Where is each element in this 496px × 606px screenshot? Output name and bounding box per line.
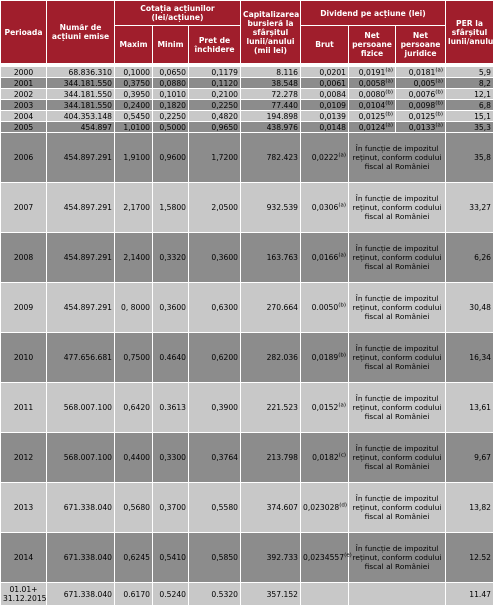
cell-close: 0,3900	[189, 383, 241, 433]
footnote-mark: (a)	[338, 252, 346, 259]
cell-gross	[301, 283, 349, 333]
footnote-mark: (a)	[435, 66, 443, 73]
cell-per: 6,26	[446, 233, 494, 283]
footnote-mark: (a)	[435, 77, 443, 84]
table-row	[1, 283, 494, 333]
header-net-pj: Net persoane juridice	[396, 26, 446, 64]
cell-gross	[301, 583, 349, 606]
cell-tax-note: În funcție de impozitul reținut, conform codului fiscal al României	[349, 133, 446, 183]
cell-period: 2003	[1, 100, 47, 111]
table-row	[1, 133, 494, 183]
cell-shares: 568.007.100	[47, 433, 115, 483]
cell-cap: 221.523	[241, 383, 301, 433]
net-pj-value: 0,0076	[408, 89, 436, 99]
cell-cap: 72.278	[241, 89, 301, 100]
cell-shares: 671.338.040	[47, 533, 115, 583]
footnote-mark: (a)	[338, 202, 346, 209]
cell-per: 11.47	[446, 583, 494, 606]
cell-close: 0,3764	[189, 433, 241, 483]
cell-shares: 404.353.148	[47, 111, 115, 122]
cell-close: 0.5320	[189, 583, 241, 606]
cell-tax-note: În funcție de impozitul reținut, conform codului fiscal al României	[349, 233, 446, 283]
cell-per: 33,27	[446, 183, 494, 233]
cell-max: 0,1000	[115, 67, 153, 78]
cell-period: 2007	[1, 183, 47, 233]
net-pf-value: 0,0058	[358, 78, 386, 88]
footnote-mark: (b)	[435, 110, 443, 117]
cell-cap: 932.539	[241, 183, 301, 233]
cell-net-pj	[396, 100, 446, 111]
net-pj-value: 0,0133	[408, 122, 436, 132]
table-row	[1, 383, 494, 433]
table-row	[1, 333, 494, 383]
net-pj-value: 0,0098	[408, 100, 436, 110]
cell-per: 12.52	[446, 533, 494, 583]
cell-gross	[301, 383, 349, 433]
cell-per: 35,3	[446, 122, 494, 133]
cell-min: 0,0880	[153, 78, 189, 89]
cell-shares: 344.181.550	[47, 100, 115, 111]
cell-min: 0,1010	[153, 89, 189, 100]
cell-period: 01.01+ 31.12.2015	[1, 583, 47, 606]
cell-max: 0,6245	[115, 533, 153, 583]
cell-min: 0.3613	[153, 383, 189, 433]
cell-max: 2,1700	[115, 183, 153, 233]
cell-gross: 0,0201	[301, 67, 349, 78]
cell-max: 0.6170	[115, 583, 153, 606]
footnote-mark: (a)	[385, 66, 393, 73]
cell-shares: 454.897.291	[47, 233, 115, 283]
cell-cap: 392.733	[241, 533, 301, 583]
header-gross: Brut	[301, 26, 349, 64]
cell-gross: 0,0148	[301, 122, 349, 133]
cell-cap: 357.152	[241, 583, 301, 606]
cell-gross	[301, 133, 349, 183]
cell-period: 2008	[1, 233, 47, 283]
cell-min: 0,3300	[153, 433, 189, 483]
cell-cap: 194.898	[241, 111, 301, 122]
footnote-mark: (a)	[338, 152, 346, 159]
cell-shares: 671.338.040	[47, 483, 115, 533]
cell-min: 0.4640	[153, 333, 189, 383]
cell-tax-note: În funcție de impozitul reținut, conform codului fiscal al României	[349, 483, 446, 533]
cell-shares: 568.007.100	[47, 383, 115, 433]
header-min: Minim	[153, 26, 189, 64]
table-row	[1, 533, 494, 583]
cell-close: 0,1120	[189, 78, 241, 89]
cell-net-pf	[349, 122, 396, 133]
footnote-mark: (a)	[385, 77, 393, 84]
cell-per: 5,9	[446, 67, 494, 78]
cell-per: 16,34	[446, 333, 494, 383]
cell-close: 0,6200	[189, 333, 241, 383]
cell-shares: 454.897	[47, 122, 115, 133]
cell-shares: 671.338.040	[47, 583, 115, 606]
cell-max: 0,4400	[115, 433, 153, 483]
cell-shares: 344.181.550	[47, 78, 115, 89]
cell-tax-note: În funcție de impozitul reținut, conform codului fiscal al României	[349, 383, 446, 433]
footnote-mark: (b)	[435, 99, 443, 106]
header-dividend-group: Dividend pe acțiune (lei)	[301, 1, 446, 26]
cell-min: 0,3600	[153, 283, 189, 333]
gross-value: 0,0234557	[303, 553, 345, 562]
cell-gross	[301, 333, 349, 383]
cell-shares: 344.181.550	[47, 89, 115, 100]
cell-net-pf	[349, 89, 396, 100]
cell-net-pj	[396, 67, 446, 78]
header-quote-group: Cotația acțiunilor (lei/acțiune)	[115, 1, 241, 26]
footnote-mark: (a)	[385, 121, 393, 128]
cell-per: 13,61	[446, 383, 494, 433]
cell-close: 0,9650	[189, 122, 241, 133]
cell-shares: 477.656.681	[47, 333, 115, 383]
cell-shares: 454.897.291	[47, 133, 115, 183]
cell-cap: 282.036	[241, 333, 301, 383]
cell-tax-note: În funcție de impozitul reținut, conform codului fiscal al României	[349, 183, 446, 233]
cell-max: 2,1400	[115, 233, 153, 283]
footnote-mark: (a)	[435, 121, 443, 128]
cell-close: 1,7200	[189, 133, 241, 183]
header-market-cap: Capitalizarea bursieră la sfârșitul lunii/anului (mii lei)	[241, 1, 301, 64]
cell-min: 0,9600	[153, 133, 189, 183]
gross-value: 0,0182	[312, 453, 339, 462]
footnote-mark: (b)	[385, 88, 393, 95]
cell-close: 0,4820	[189, 111, 241, 122]
cell-per: 15,1	[446, 111, 494, 122]
cell-per: 8,2	[446, 78, 494, 89]
cell-min: 0,0650	[153, 67, 189, 78]
cell-min: 0,3320	[153, 233, 189, 283]
net-pf-value: 0,0125	[358, 111, 386, 121]
net-pf-value: 0,0104	[358, 100, 386, 110]
cell-period: 2005	[1, 122, 47, 133]
cell-gross	[301, 433, 349, 483]
cell-cap: 163.763	[241, 233, 301, 283]
footnote-mark: (b)	[385, 110, 393, 117]
table-row	[1, 78, 494, 89]
footnote-mark: (b)	[435, 88, 443, 95]
cell-net-pj	[396, 78, 446, 89]
cell-gross	[301, 183, 349, 233]
cell-tax-note: În funcție de impozitul reținut, conform codului fiscal al României	[349, 533, 446, 583]
net-pf-value: 0,0191	[358, 67, 386, 77]
cell-max: 0,7500	[115, 333, 153, 383]
cell-cap: 374.607	[241, 483, 301, 533]
cell-shares: 454.897.291	[47, 283, 115, 333]
cell-per: 35,8	[446, 133, 494, 183]
footnote-mark: (b)	[338, 302, 346, 309]
gross-value: 0,0152	[311, 403, 339, 412]
cell-max: 0,3950	[115, 89, 153, 100]
cell-per: 6,8	[446, 100, 494, 111]
table-row	[1, 122, 494, 133]
cell-close: 0,6300	[189, 283, 241, 333]
cell-close: 0,3600	[189, 233, 241, 283]
table-row	[1, 89, 494, 100]
cell-tax-note: În funcție de impozitul reținut, conform codului fiscal al României	[349, 433, 446, 483]
table-row	[1, 483, 494, 533]
cell-net-pf	[349, 67, 396, 78]
cell-max: 0,2400	[115, 100, 153, 111]
cell-period: 2012	[1, 433, 47, 483]
cell-close: 0,5580	[189, 483, 241, 533]
cell-cap: 8.116	[241, 67, 301, 78]
gross-value: 0,0222	[311, 153, 339, 162]
cell-min: 0,5410	[153, 533, 189, 583]
cell-gross	[301, 483, 349, 533]
cell-max: 0,6420	[115, 383, 153, 433]
cell-cap: 213.798	[241, 433, 301, 483]
footnote-mark: (b)	[338, 352, 346, 359]
cell-max: 1,0100	[115, 122, 153, 133]
cell-max: 0, 8000	[115, 283, 153, 333]
cell-gross	[301, 233, 349, 283]
cell-period: 2001	[1, 78, 47, 89]
cell-min: 0.5240	[153, 583, 189, 606]
cell-gross: 0,0084	[301, 89, 349, 100]
header-period: Perioada	[1, 1, 47, 64]
header-net-pf: Net persoane fizice	[349, 26, 396, 64]
cell-shares: 68.836.310	[47, 67, 115, 78]
table-row	[1, 433, 494, 483]
header-close: Pret de închidere	[189, 26, 241, 64]
cell-period: 2014	[1, 533, 47, 583]
table-row	[1, 183, 494, 233]
cell-net-pf	[349, 111, 396, 122]
cell-period: 2013	[1, 483, 47, 533]
cell-max: 0,5450	[115, 111, 153, 122]
cell-min: 1,5800	[153, 183, 189, 233]
cell-cap: 782.423	[241, 133, 301, 183]
cell-per: 12,1	[446, 89, 494, 100]
net-pj-value: 0,0181	[408, 67, 436, 77]
cell-cap: 270.664	[241, 283, 301, 333]
cell-cap: 38.548	[241, 78, 301, 89]
cell-shares: 454.897.291	[47, 183, 115, 233]
table-row	[1, 583, 494, 606]
gross-value: 0,0306	[311, 203, 339, 212]
cell-period: 2010	[1, 333, 47, 383]
cell-max: 0,3750	[115, 78, 153, 89]
cell-period: 2000	[1, 67, 47, 78]
cell-net-pj	[396, 111, 446, 122]
cell-per: 9,67	[446, 433, 494, 483]
cell-min: 0,5000	[153, 122, 189, 133]
table-row	[1, 111, 494, 122]
cell-close: 0,5850	[189, 533, 241, 583]
cell-per: 13,82	[446, 483, 494, 533]
table-row	[1, 67, 494, 78]
cell-period: 2009	[1, 283, 47, 333]
net-pf-value: 0,0080	[358, 89, 386, 99]
cell-cap: 77.440	[241, 100, 301, 111]
cell-gross: 0,0109	[301, 100, 349, 111]
cell-tax-note: În funcție de impozitul reținut, conform codului fiscal al României	[349, 333, 446, 383]
net-pj-value: 0,0125	[408, 111, 436, 121]
cell-gross: 0,0061	[301, 78, 349, 89]
header-per: PER la sfârșitul lunii/anului	[446, 1, 494, 64]
header-max: Maxim	[115, 26, 153, 64]
cell-per: 30,48	[446, 283, 494, 333]
footnote-mark: (c)	[338, 452, 346, 459]
gross-value: 0,023028	[303, 503, 340, 512]
cell-close: 2,0500	[189, 183, 241, 233]
cell-tax-note: În funcție de impozitul reținut, conform codului fiscal al României	[349, 283, 446, 333]
cell-empty	[349, 583, 446, 606]
footnote-mark: (a)	[338, 402, 346, 409]
cell-period: 2011	[1, 383, 47, 433]
footnote-mark: (d)	[339, 502, 348, 509]
net-pj-value: 0,005	[413, 78, 436, 88]
cell-max: 0,5680	[115, 483, 153, 533]
cell-net-pj	[396, 89, 446, 100]
cell-max: 1,9100	[115, 133, 153, 183]
footnote-mark: (b)	[385, 99, 393, 106]
cell-min: 0,1820	[153, 100, 189, 111]
cell-period: 2004	[1, 111, 47, 122]
table-row	[1, 100, 494, 111]
cell-min: 0,3700	[153, 483, 189, 533]
cell-net-pf	[349, 78, 396, 89]
cell-close: 0,1179	[189, 67, 241, 78]
cell-period: 2002	[1, 89, 47, 100]
header-shares: Număr de acțiuni emise	[47, 1, 115, 64]
table-row	[1, 233, 494, 283]
cell-period: 2006	[1, 133, 47, 183]
footnote-mark: (e)	[344, 552, 352, 559]
cell-cap: 438.976	[241, 122, 301, 133]
cell-close: 0,2250	[189, 100, 241, 111]
net-pf-value: 0,0124	[358, 122, 386, 132]
gross-value: 0,0189	[311, 353, 339, 362]
gross-value: 0,0166	[311, 253, 339, 262]
cell-gross: 0,0139	[301, 111, 349, 122]
cell-min: 0,2250	[153, 111, 189, 122]
cell-gross	[301, 533, 352, 583]
cell-close: 0,2100	[189, 89, 241, 100]
cell-net-pf	[349, 100, 396, 111]
gross-value: 0.0050	[311, 303, 339, 312]
cell-net-pj	[396, 122, 446, 133]
